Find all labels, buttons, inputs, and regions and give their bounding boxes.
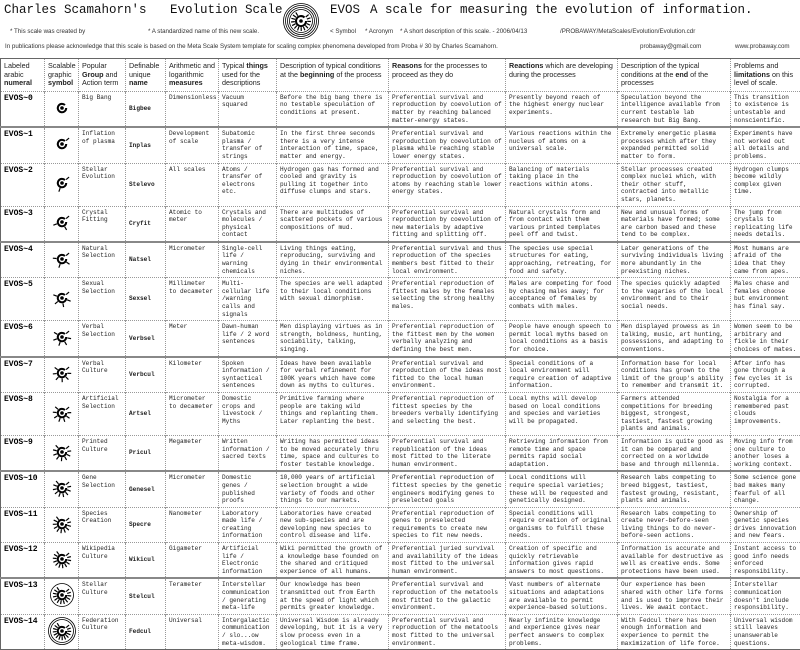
cell-end: Information is accurate and available for destructive as well as creative ends. Some protections have been used. (618, 543, 731, 579)
cell-measures: Gigameter (166, 543, 219, 579)
scale-title: Evolution Scale (170, 3, 283, 17)
cell-reactions: Retrieving information from remote time and space permits rapid social adaptation. (506, 435, 618, 471)
cell-reactions: Nearly infinite knowledge and experience gives near perfect answers to complex problems. (506, 614, 618, 649)
header-pre: Labeled arabic (4, 61, 30, 79)
cell-name: Verbsel (126, 321, 166, 357)
evolution-symbol-icon (47, 358, 77, 388)
cell-name: Fedcul (126, 614, 166, 649)
cell-measures: Terameter (166, 578, 219, 614)
table-row (1, 321, 800, 357)
cell-symbol (45, 321, 79, 357)
cell-symbol (45, 206, 79, 242)
column-header-name (126, 59, 166, 92)
cell-problems: Nostalgia for a remembered past clouds improvements. (731, 392, 800, 435)
header-bold: end (675, 70, 688, 79)
cell-problems: Experiments have not worked out all details and problems. (731, 127, 800, 163)
header-post: on this level of scale. (734, 70, 793, 88)
cell-problems: After info has gone through a few cycles it is corrupted. (731, 357, 800, 393)
column-header-reactions (506, 59, 618, 92)
table-row (1, 357, 800, 393)
cell-measures: Micrometer (166, 242, 219, 278)
column-header-beginning (277, 59, 389, 92)
cell-reasons: Preferential reproduction of the fittest men by the women verbally analyzing and defining the best men. (389, 321, 506, 357)
cell-end: Later generations of the surviving individuals living more abundantly in the preexisting niches. (618, 242, 731, 278)
cell-group: Big Bang (79, 91, 126, 127)
cell-end: Speculation beyond the intelligence available from current testable lab research but Big Bang. (618, 91, 731, 127)
cell-reactions: Males are competing for food by chasing males away; for acceptance of females by combats with males. (506, 278, 618, 321)
table-row (1, 471, 800, 507)
cell-numeral: EVOS~2 (1, 163, 45, 206)
cell-name: Natsel (126, 242, 166, 278)
cell-reactions: People have enough speech to permit local myths based on local conditions as a basis for choice. (506, 321, 618, 357)
header-pre: Description of typical conditions at the (280, 61, 381, 79)
cell-reactions: Special conditions will require creation of original organisms to fulfill these needs. (506, 507, 618, 542)
evolution-symbol-icon (47, 93, 77, 123)
cell-end: Our experience has been shared with other life forms and is used to improve their lives. We await contact. (618, 578, 731, 614)
cell-measures: Development of scale (166, 127, 219, 163)
cell-reactions: Creation of specific and quickly retrievable information gives rapid answers to most questions. (506, 543, 618, 579)
cell-problems: Women seem to be arbitrary and fickle in their choices of mates. (731, 321, 800, 357)
cell-name: Specre (126, 507, 166, 542)
cell-numeral: EVOS~12 (1, 543, 45, 579)
cell-beginning: Before the big bang there is no testable speculation of conditions at present. (277, 91, 389, 127)
cell-name: Artsel (126, 392, 166, 435)
cell-numeral: EVOS~1 (1, 127, 45, 163)
cell-group: Gene Selection (79, 471, 126, 507)
column-header-end (618, 59, 731, 92)
cell-things: Artificial life / Electronic information (219, 543, 277, 579)
acronym-title: EVOS (330, 3, 360, 17)
cell-beginning: 10,000 years of artificial selection brought a wide variety of foods and other things to our markets. (277, 471, 389, 507)
header-post: of the process (334, 70, 381, 79)
table-row (1, 206, 800, 242)
header-post: for the processes to proceed as they do (392, 61, 487, 79)
cell-beginning: Hydrogen gas has formed and cooled and gravity is pulling it together into diffuse clumps and stars. (277, 163, 389, 206)
email: probaway@gmail.com (640, 43, 701, 50)
cell-reasons: Preferential reproduction of genes to preselected requirements to create new species to fit new needs. (389, 507, 506, 542)
header-post: which are developing during the processes (509, 61, 613, 79)
cell-group: Verbal Culture (79, 357, 126, 393)
cell-things: Written information / sacred texts (219, 435, 277, 471)
cell-group: Printed Culture (79, 435, 126, 471)
cell-reactions: Vast numbers of alternate situations and adaptations are available to permit experience-based solutions. (506, 578, 618, 614)
cell-beginning: Men displaying virtues as in strength, boldness, hunting, sociability, talking, singing. (277, 321, 389, 357)
cell-symbol (45, 435, 79, 471)
cell-things: Dawn-human life / 2 word sentences (219, 321, 277, 357)
header-bold: beginning (300, 70, 334, 79)
cell-symbol (45, 91, 79, 127)
evolution-symbol-icon (47, 283, 77, 313)
cell-symbol (45, 163, 79, 206)
cell-group: Crystal Fitting (79, 206, 126, 242)
evolution-symbol-icon (47, 580, 77, 610)
cell-end: Information is quite good as it can be compared and corrected on a worldwide base and through millennia. (618, 435, 731, 471)
cell-measures: Universal (166, 614, 219, 649)
note-name: * A standardized name of this new scale. (148, 28, 259, 35)
evolution-symbol-icon (47, 437, 77, 467)
cell-numeral: EVOS~4 (1, 242, 45, 278)
column-header-symbol (45, 59, 79, 92)
cell-group: Natural Selection (79, 242, 126, 278)
table-row (1, 507, 800, 542)
cell-name: Genesel (126, 471, 166, 507)
cell-end: Men displayed prowess as in talking, music, art hunting, possessions, and adapting to conventions. (618, 321, 731, 357)
cell-numeral: EVOS~6 (1, 321, 45, 357)
cell-numeral: EVOS~8 (1, 392, 45, 435)
cell-group: Artificial Selection (79, 392, 126, 435)
cell-numeral: EVOS~7 (1, 357, 45, 393)
cell-measures: Micrometer to decameter (166, 392, 219, 435)
cell-numeral: EVOS~14 (1, 614, 45, 649)
cell-group: Species Creation (79, 507, 126, 542)
cell-measures: Meter (166, 321, 219, 357)
note-acronym: * Acronym (365, 28, 393, 35)
table-row (1, 578, 800, 614)
cell-beginning: Our knowledge has been transmitted out from Earth at the speed of light which permits greater knowledge. (277, 578, 389, 614)
cell-things: Domestic crops and livestock / Myths (219, 392, 277, 435)
table-row (1, 614, 800, 649)
cell-reactions: Balancing of materials taking place in the reactions within atoms. (506, 163, 618, 206)
cell-symbol (45, 507, 79, 542)
cell-reactions: Presently beyond reach of the highest energy nuclear experiments. (506, 91, 618, 127)
header-pre: Problems and (734, 61, 778, 70)
table-row (1, 91, 800, 127)
cell-measures: Micrometer (166, 471, 219, 507)
cell-end: Research labs competing to create never-before-seen living things to do never-before-seen actions. (618, 507, 731, 542)
cell-group: Verbal Selection (79, 321, 126, 357)
cell-end: The species quickly adapted to the vagaries of the local environment and to their social needs. (618, 278, 731, 321)
cell-measures: All scales (166, 163, 219, 206)
cell-group: Stellar Evolution (79, 163, 126, 206)
cell-reactions: Local conditions will require special varieties; these will be requested and genetically designed. (506, 471, 618, 507)
cell-numeral: EVOS~3 (1, 206, 45, 242)
header-bold: symbol (48, 78, 73, 87)
header-bold: measures (169, 78, 203, 87)
cell-reactions: Special conditions of a local environment will require creation of adaptive information. (506, 357, 618, 393)
table-row (1, 278, 800, 321)
cell-problems: Males chase and females choose but environment has final say. (731, 278, 800, 321)
cell-name: Bigbee (126, 91, 166, 127)
table-row (1, 242, 800, 278)
scale-header (0, 0, 800, 58)
column-header-numeral (1, 59, 45, 92)
table-row (1, 163, 800, 206)
cell-end: Information base for local conditions has grown to the limit of the group's ability to remember and transmit it. (618, 357, 731, 393)
header-pre: Popular (82, 61, 107, 70)
cell-group: Federation Culture (79, 614, 126, 649)
cell-things: Interstellar communication / generating meta-life (219, 578, 277, 614)
cell-end: Extremely energetic plasma processes which after they expanded permitted solid matter to form. (618, 127, 731, 163)
evolution-symbol-icon (47, 322, 77, 352)
evolution-symbol-icon (47, 207, 77, 237)
cell-numeral: EVOS~10 (1, 471, 45, 507)
file-path: /PROBAWAY/MetaScales/Evolution/Evolution.cdr (560, 28, 695, 35)
cell-beginning: There are multitudes of scattered pockets of various compositions of mud. (277, 206, 389, 242)
cell-problems: The jump from crystals to replicating life needs details. (731, 206, 800, 242)
cell-things: Vacuum squared (219, 91, 277, 127)
cell-name: Stelevo (126, 163, 166, 206)
cell-things: Atoms / transfer of electrons etc. (219, 163, 277, 206)
cell-end: New and unusual forms of materials have formed; some are carbon based and these tend to be complex. (618, 206, 731, 242)
column-header-reasons (389, 59, 506, 92)
cell-things: Domestic genes / published proofs (219, 471, 277, 507)
evolution-symbol-icon (47, 616, 77, 646)
cell-beginning: Living things eating, reproducing, surviving and dying in their environmental niches. (277, 242, 389, 278)
cell-symbol (45, 127, 79, 163)
table-row (1, 392, 800, 435)
column-header-row (1, 59, 800, 92)
cell-things: Single-cell life / warning chemicals (219, 242, 277, 278)
tagline: A scale for measuring the evolution of information. (370, 3, 753, 17)
cell-symbol (45, 242, 79, 278)
cell-group: Stellar Culture (79, 578, 126, 614)
cell-things: Laboratory made life / creating information (219, 507, 277, 542)
cell-things: Spoken information / syntactical sentences (219, 357, 277, 393)
cell-beginning: The species are well adapted to their local conditions with sexual dimorphism. (277, 278, 389, 321)
cell-reasons: Preferential survival and reproduction by coevolution of new materials by adaptive fitting and splitting off. (389, 206, 506, 242)
cell-name: Sexsel (126, 278, 166, 321)
cell-reasons: Preferential reproduction of fittest species by the genetic engineers modifying genes to preselected goals (389, 471, 506, 507)
cell-reasons: Preferential survival and thus reproduction of the species members best fitted to their local environment. (389, 242, 506, 278)
cell-reactions: Natural crystals form and from contact with them various printed templates peel off and twist. (506, 206, 618, 242)
author-title: Charles Scamahorn's (4, 3, 147, 17)
evolution-symbol-icon (47, 473, 77, 503)
cell-name: Verbcul (126, 357, 166, 393)
evolution-symbol-icon (47, 168, 77, 198)
cell-beginning: In the first three seconds there is a very intense interaction of time, space, matter and energy. (277, 127, 389, 163)
evolution-symbol-icon (47, 398, 77, 428)
header-bold: Group (82, 70, 104, 79)
column-header-measures (166, 59, 219, 92)
cell-measures: Kilometer (166, 357, 219, 393)
cell-things: Intergalactic communication / slo...ow meta-wisdom. (219, 614, 277, 649)
header-pre: Typical (222, 61, 246, 70)
column-header-problems (731, 59, 800, 92)
cell-end: Research labs competing to breed biggest, tastiest, fastest growing, resistant, plants and animals. (618, 471, 731, 507)
cell-group: Inflation of plasma (79, 127, 126, 163)
evolution-symbol-icon (47, 509, 77, 539)
cell-numeral: EVOS~9 (1, 435, 45, 471)
website-link[interactable]: www.probaway.com (735, 43, 790, 50)
cell-symbol (45, 543, 79, 579)
cell-problems: This transition to existence is untestable and nonscientific. (731, 91, 800, 127)
cell-problems: Universal wisdom still leaves unanswerable questions. (731, 614, 800, 649)
cell-end: With Fedcul there has been enough information and experience to permit the maximization of life force. (618, 614, 731, 649)
table-row (1, 543, 800, 579)
cell-numeral: EVOS~0 (1, 91, 45, 127)
column-header-things (219, 59, 277, 92)
cell-problems: Interstellar communication doesn't include responsibility. (731, 578, 800, 614)
cell-numeral: EVOS~13 (1, 578, 45, 614)
cell-problems: Ownership of genetic species drives innovation and new fears. (731, 507, 800, 542)
note-symbol: < Symbol (330, 28, 356, 35)
cell-reactions: The species use special structures for eating, approaching, retreating, for food and safety. (506, 242, 618, 278)
cell-measures: Atomic to meter (166, 206, 219, 242)
note-description: * A short description of this scale. - 2006/04/13 (400, 28, 527, 35)
evolution-scale-table (0, 58, 800, 650)
cell-measures: Megameter (166, 435, 219, 471)
cell-beginning: Primitive farming where people are taking wild things and replanting them. Later replanting the best. (277, 392, 389, 435)
cell-reasons: Preferential reproduction of fittest males by the females selecting the strong healthy males. (389, 278, 506, 321)
note-created: * This scale was created by (10, 28, 85, 35)
cell-reasons: Preferential survival and reproduction of the metatools most fitted to the universal environment. (389, 614, 506, 649)
cell-reasons: Preferential reproduction of fittest species by the breeders verbally identifying and selecting the best. (389, 392, 506, 435)
header-pre: Scalable graphic (48, 61, 76, 79)
cell-symbol (45, 357, 79, 393)
cell-beginning: Laboratories have created new sub-species and are developing new species to control disease and life. (277, 507, 389, 542)
cell-problems: Hydrogen clumps become wildly complex given time. (731, 163, 800, 206)
cell-reasons: Preferential survival and reproduction of the metatools most fitted to the galactic environment. (389, 578, 506, 614)
cell-things: Crystals and molecules / physical contact (219, 206, 277, 242)
header-bold: limitations (734, 70, 770, 79)
cell-name: Stelcul (126, 578, 166, 614)
evolution-symbol-icon (47, 129, 77, 159)
header-pre: Arithmetic and logarithmic (169, 61, 215, 79)
cell-name: Inplas (126, 127, 166, 163)
header-post: and Action term (82, 70, 118, 88)
cell-things: Multi-cellular life /warning calls and signals (219, 278, 277, 321)
cell-problems: Some science gone bad makes many fearful of all change. (731, 471, 800, 507)
cell-numeral: EVOS~5 (1, 278, 45, 321)
cell-measures: Millimeter to decameter (166, 278, 219, 321)
header-post: used for the descriptions (222, 70, 260, 88)
cell-reactions: Local myths will develop based on local conditions and species and varieties will be propagated. (506, 392, 618, 435)
cell-symbol (45, 278, 79, 321)
cell-beginning: Writing has permitted ideas to be moved accurately thru time, space and cultures to foster testable knowledge. (277, 435, 389, 471)
header-bold: Reasons (392, 61, 422, 70)
cell-reasons: Preferential survival and reproduction by coevolution of matter by reaching balanced matter-energy states. (389, 91, 506, 127)
cell-name: Pricul (126, 435, 166, 471)
header-bold: numeral (4, 78, 32, 87)
table-row (1, 127, 800, 163)
cell-symbol (45, 471, 79, 507)
header-bold: things (246, 61, 268, 70)
cell-numeral: EVOS~11 (1, 507, 45, 542)
evolution-logo-icon (280, 0, 322, 42)
header-bold: name (129, 78, 148, 87)
evolution-symbol-icon (47, 244, 77, 274)
evolution-symbol-icon (47, 544, 77, 574)
cell-reasons: Preferential survival and reproduction by coevolution of atoms by reaching stable lower energy states. (389, 163, 506, 206)
cell-reasons: Preferential survival and republication of the ideas most fitted to the literate human environment. (389, 435, 506, 471)
cell-problems: Most humans are afraid of the idea that they came from apes. (731, 242, 800, 278)
cell-measures: Nanometer (166, 507, 219, 542)
cell-beginning: Ideas have been available for verbal refinement for 100K years which have come down as myths to cultures. (277, 357, 389, 393)
header-pre: Description of the typical conditions at the (621, 61, 699, 79)
column-header-group (79, 59, 126, 92)
cell-symbol (45, 578, 79, 614)
cell-beginning: Wiki permitted the growth of a knowledge base founded on the shared and critiqued experience of all humans. (277, 543, 389, 579)
cell-things: Subatomic plasma / transfer of strings (219, 127, 277, 163)
table-row (1, 435, 800, 471)
cell-end: Stellar processes created complex nuclei which, with their other stuff, contracted into metallic stars, planets. (618, 163, 731, 206)
cell-symbol (45, 392, 79, 435)
cell-reasons: Preferential juried survival and availability of the ideas most fitted to the universal human environment. (389, 543, 506, 579)
cell-end: Farmers attended competitions for breeding biggest, strongest, tastiest, fastest growing plants and animals. (618, 392, 731, 435)
cell-beginning: Universal Wisdom is already developing, but it is a very slow process even in a geological time frame. (277, 614, 389, 649)
cell-reasons: Preferential survival and reproduction of the ideas most fitted to the local human environment. (389, 357, 506, 393)
cell-group: Wikipedia Culture (79, 543, 126, 579)
cell-measures: Dimensionless (166, 91, 219, 127)
cell-symbol (45, 614, 79, 649)
cell-group: Sexual Selection (79, 278, 126, 321)
acknowledgement: In publications please acknowledge that this scale is based on the Meta Scale System template for scaling complex phenomena developed from Proba # 30 by Charles Scamahorn. (5, 43, 498, 50)
cell-problems: Moving info from one culture to another loses a working context. (731, 435, 800, 471)
header-post: of the processes (621, 70, 708, 88)
cell-name: Cryfit (126, 206, 166, 242)
cell-problems: Instant access to good info needs enforced responsibility. (731, 543, 800, 579)
cell-name: Wikicul (126, 543, 166, 579)
cell-reasons: Preferential survival and reproduction by coevolution of plasma while reaching stable lower energy states. (389, 127, 506, 163)
header-bold: Reactions (509, 61, 543, 70)
header-pre: Definable unique (129, 61, 159, 79)
cell-reactions: Various reactions within the nucleus of atoms on a universal scale. (506, 127, 618, 163)
